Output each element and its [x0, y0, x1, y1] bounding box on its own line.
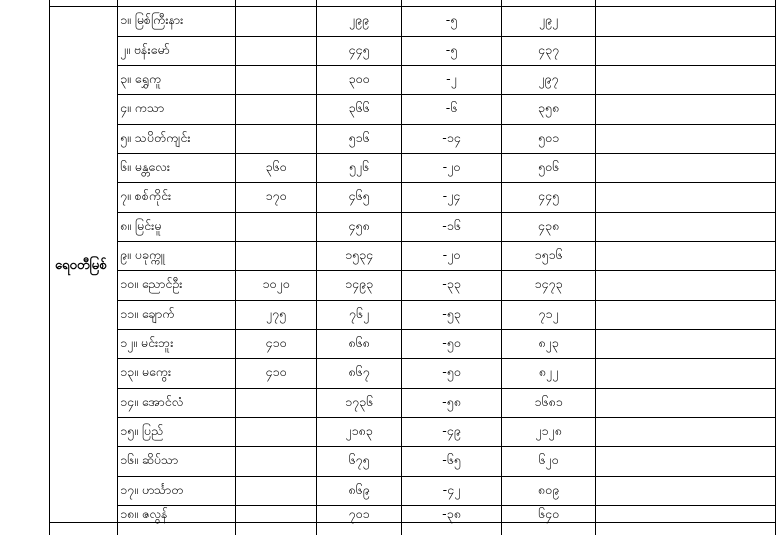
- row-divider: [117, 241, 776, 242]
- col4-value: -၂၀: [442, 247, 461, 262]
- column-divider: [595, 0, 596, 535]
- col4-value: -၂၄: [442, 188, 461, 203]
- col4-value: -၄၂: [442, 482, 461, 497]
- col2-value: ၃၆၀: [265, 159, 287, 174]
- col2-value: ၁၇၀: [265, 188, 287, 203]
- row-divider: [117, 212, 776, 213]
- station-name: ၁။ မြစ်ကြီးနား: [120, 12, 184, 27]
- station-name: ၁၂။ မင်းဘူး: [120, 335, 174, 350]
- station-name: ၁၁။ ချောက်: [120, 306, 175, 321]
- col5-value: ၅၀၁: [537, 130, 560, 145]
- col5-value: ၈၂၂: [538, 364, 559, 379]
- col3-value: ၁၅၃၄: [344, 247, 374, 262]
- station-name: ၆။ မန္တလေး: [120, 159, 171, 174]
- col3-value: ၂၉၉: [348, 12, 370, 27]
- table-border-right: [775, 0, 776, 535]
- col4-value: -၂: [446, 71, 457, 86]
- station-name: ၁၀။ ညောင်ဦး: [120, 276, 183, 291]
- col4-value: -၄၉: [442, 423, 461, 438]
- col2-value: ၄၁၀: [265, 335, 287, 350]
- col3-value: ၁၄၉၃: [344, 276, 374, 291]
- row-divider: [49, 6, 776, 7]
- col4-value: -၆၅: [442, 452, 461, 467]
- column-divider: [117, 0, 118, 535]
- col5-value: ၈၀၉: [537, 482, 560, 497]
- col4-value: -၅: [445, 42, 458, 57]
- station-name: ၁၅။ ပြည်: [120, 423, 164, 438]
- col5-value: ၁၆၈၁: [534, 394, 563, 409]
- row-divider: [117, 388, 776, 389]
- station-name: ၅။ သပိတ်ကျင်း: [120, 130, 191, 145]
- col5-value: ၇၁၂: [538, 306, 559, 321]
- row-divider: [117, 476, 776, 477]
- col4-value: -၆: [445, 100, 458, 115]
- col2-value: ၁၀၂၀: [262, 276, 290, 291]
- station-name: ၇။ စစ်ကိုင်း: [120, 188, 172, 203]
- col4-value: -၅၈: [442, 394, 461, 409]
- station-name: ၁၇။ ဟင်္သာတ: [120, 482, 184, 497]
- row-divider: [117, 358, 776, 359]
- col3-value: ၄၅၈: [348, 218, 370, 233]
- region-label: ရေဝတီမြစ်: [55, 258, 107, 273]
- col4-value: -၅၀: [442, 364, 461, 379]
- col3-value: ၅၂၆: [348, 159, 370, 174]
- col5-value: ၂၉၂: [538, 12, 559, 27]
- row-divider: [117, 329, 776, 330]
- col3-value: ၇၆၂: [348, 306, 370, 321]
- station-name: ၈။ မြင်းမူ: [120, 218, 162, 233]
- column-divider: [235, 0, 236, 535]
- col5-value: ၁၅၁၆: [534, 247, 563, 262]
- col4-value: -၅၀: [442, 335, 461, 350]
- station-name: ၁၆။ ဆိပ်သာ: [120, 452, 179, 467]
- col3-value: ၈၆၇: [348, 364, 370, 379]
- col5-value: ၆၄၀: [537, 506, 560, 521]
- col5-value: ၄၃၈: [537, 218, 560, 233]
- station-name: ၁၄။ အောင်လံ: [120, 394, 184, 409]
- col2-value: ၂၇၅: [265, 306, 287, 321]
- col5-value: ၂၁၂၈: [535, 423, 562, 438]
- col3-value: ၁၇၃၆: [344, 394, 374, 409]
- station-name: ၁၃။ မကွေး: [120, 364, 172, 379]
- row-divider: [117, 300, 776, 301]
- col5-value: ၄၄၅: [537, 188, 560, 203]
- row-divider: [117, 153, 776, 154]
- col3-value: ၄၄၅: [348, 42, 370, 57]
- row-divider: [117, 94, 776, 95]
- station-name: ၂။ ဗန်းမော်: [120, 42, 170, 57]
- row-divider: [117, 36, 776, 37]
- station-name: ၉။ ပခုက္ကူ: [120, 247, 165, 262]
- station-name: ၃။ ရွှေကူ: [120, 71, 162, 86]
- col5-value: ၆၂၀: [538, 452, 559, 467]
- col3-value: ၈၆၈: [348, 335, 370, 350]
- row-divider: [117, 270, 776, 271]
- table-border-left: [49, 0, 50, 535]
- row-divider: [117, 182, 776, 183]
- col4-value: -၅၃: [442, 306, 461, 321]
- col5-value: ၂၉၇: [538, 71, 559, 86]
- row-divider: [117, 417, 776, 418]
- col3-value: ၄၆၅: [348, 188, 370, 203]
- col5-value: ၃၅၈: [537, 100, 560, 115]
- row-divider: [117, 446, 776, 447]
- col5-value: ၅၀၆: [537, 159, 560, 174]
- col4-value: -၂၀: [442, 159, 461, 174]
- col3-value: ၆၇၅: [348, 452, 370, 467]
- col4-value: -၁၄: [442, 130, 461, 145]
- col5-value: ၁၄၇၃: [534, 276, 563, 291]
- row-divider: [117, 65, 776, 66]
- col3-value: ၅၁၆: [348, 130, 370, 145]
- col5-value: ၈၂၃: [538, 335, 559, 350]
- col3-value: ၃၀၀: [348, 71, 370, 86]
- col4-value: -၃၈: [442, 506, 461, 521]
- col4-value: -၁၆: [442, 218, 461, 233]
- col4-value: -၅: [445, 12, 458, 27]
- col3-value: ၃၆၆: [348, 100, 370, 115]
- col2-value: ၄၁၀: [265, 364, 287, 379]
- col3-value: ၇၀၁: [348, 506, 370, 521]
- station-name: ၄။ ကသာ: [120, 100, 165, 115]
- col5-value: ၄၃၇: [537, 42, 560, 57]
- station-name: ၁၈။ ဇလွန်: [120, 506, 168, 521]
- section-divider: [49, 522, 776, 523]
- row-divider: [117, 124, 776, 125]
- col4-value: -၃၃: [442, 276, 461, 291]
- col3-value: ၂၁၈၃: [345, 423, 373, 438]
- col3-value: ၈၆၉: [348, 482, 370, 497]
